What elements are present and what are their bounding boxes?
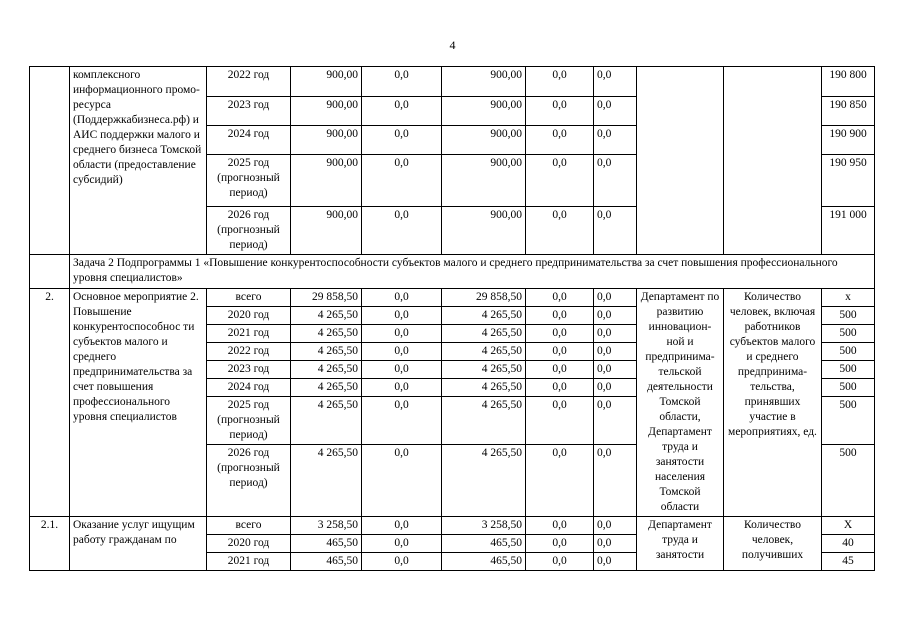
federal-cell: 0,0 — [362, 207, 442, 255]
activity-name-cell: комплексного информационного промо-ресурса (Поддержкабизнеса.рф) и АИС поддержки малого и среднего бизнеса Томской области (предоставление субсидий) — [70, 67, 207, 255]
total-cell: 4 265,50 — [291, 379, 362, 397]
extrabudget-cell: 0,0 — [594, 97, 637, 126]
regional-cell: 4 265,50 — [442, 445, 526, 517]
year-cell: всего — [207, 517, 291, 535]
year-cell: 2026 год (прогнозный период) — [207, 207, 291, 255]
extrabudget-cell: 0,0 — [594, 517, 637, 535]
target-cell: 500 — [822, 397, 875, 445]
federal-cell: 0,0 — [362, 343, 442, 361]
program-table — [29, 66, 875, 571]
table-row — [30, 67, 875, 97]
federal-cell: 0,0 — [362, 445, 442, 517]
num-cell: 2.1. — [30, 517, 70, 571]
extrabudget-cell: 0,0 — [594, 207, 637, 255]
federal-cell: 0,0 — [362, 535, 442, 553]
target-cell: 500 — [822, 325, 875, 343]
federal-cell: 0,0 — [362, 397, 442, 445]
regional-cell: 4 265,50 — [442, 379, 526, 397]
year-cell: 2024 год — [207, 379, 291, 397]
target-cell: 45 — [822, 553, 875, 571]
federal-cell: 0,0 — [362, 67, 442, 97]
local-cell: 0,0 — [526, 517, 594, 535]
task-title-cell: Задача 2 Подпрограммы 1 «Повышение конкурентоспособности субъектов малого и среднего предпринимательства за счет повышения профессионального уровня специалистов» — [70, 255, 875, 289]
federal-cell: 0,0 — [362, 325, 442, 343]
extrabudget-cell: 0,0 — [594, 155, 637, 207]
local-cell: 0,0 — [526, 325, 594, 343]
executor-cell — [637, 67, 724, 255]
regional-cell: 465,50 — [442, 535, 526, 553]
year-cell: 2021 год — [207, 553, 291, 571]
federal-cell: 0,0 — [362, 97, 442, 126]
regional-cell: 4 265,50 — [442, 307, 526, 325]
total-cell: 4 265,50 — [291, 325, 362, 343]
federal-cell: 0,0 — [362, 155, 442, 207]
local-cell: 0,0 — [526, 397, 594, 445]
regional-cell: 4 265,50 — [442, 343, 526, 361]
extrabudget-cell: 0,0 — [594, 361, 637, 379]
activity-name-cell: Основное мероприятие 2. Повышение конкурентоспособнос ти субъектов малого и среднего предпринимательства за счет повышения профессионального уровня специалистов — [70, 289, 207, 517]
target-cell: 500 — [822, 343, 875, 361]
year-cell: всего — [207, 289, 291, 307]
extrabudget-cell: 0,0 — [594, 325, 637, 343]
local-cell: 0,0 — [526, 97, 594, 126]
num-cell — [30, 67, 70, 255]
extrabudget-cell: 0,0 — [594, 307, 637, 325]
total-cell: 900,00 — [291, 67, 362, 97]
local-cell: 0,0 — [526, 445, 594, 517]
total-cell: 465,50 — [291, 553, 362, 571]
year-cell: 2026 год (прогнозный период) — [207, 445, 291, 517]
target-cell: 500 — [822, 361, 875, 379]
year-cell: 2025 год (прогнозный период) — [207, 397, 291, 445]
total-cell: 900,00 — [291, 207, 362, 255]
executor-cell: Департамент по развитию инновацион-ной и предпринима-тельской деятельности Томской области, Департамент труда и занятости населения Томской области — [637, 289, 724, 517]
target-cell: 190 950 — [822, 155, 875, 207]
local-cell: 0,0 — [526, 67, 594, 97]
executor-cell: Департамент труда и занятости — [637, 517, 724, 571]
target-cell: 500 — [822, 379, 875, 397]
extrabudget-cell: 0,0 — [594, 289, 637, 307]
regional-cell: 3 258,50 — [442, 517, 526, 535]
year-cell: 2022 год — [207, 343, 291, 361]
local-cell: 0,0 — [526, 553, 594, 571]
extrabudget-cell: 0,0 — [594, 67, 637, 97]
num-cell: 2. — [30, 289, 70, 517]
total-cell: 4 265,50 — [291, 445, 362, 517]
local-cell: 0,0 — [526, 289, 594, 307]
extrabudget-cell: 0,0 — [594, 343, 637, 361]
federal-cell: 0,0 — [362, 517, 442, 535]
num-cell — [30, 255, 70, 289]
total-cell: 465,50 — [291, 535, 362, 553]
federal-cell: 0,0 — [362, 126, 442, 155]
total-cell: 900,00 — [291, 97, 362, 126]
page-number: 4 — [449, 38, 456, 52]
table-row — [30, 517, 875, 535]
target-cell: 40 — [822, 535, 875, 553]
total-cell: 4 265,50 — [291, 361, 362, 379]
target-cell: 190 850 — [822, 97, 875, 126]
extrabudget-cell: 0,0 — [594, 397, 637, 445]
federal-cell: 0,0 — [362, 361, 442, 379]
table-row — [30, 289, 875, 307]
target-cell: 500 — [822, 307, 875, 325]
activity-name-cell: Оказание услуг ищущим работу гражданам по — [70, 517, 207, 571]
regional-cell: 4 265,50 — [442, 397, 526, 445]
year-cell: 2021 год — [207, 325, 291, 343]
indicator-cell: Количество человек, включая работников субъектов малого и среднего предпринима-тельства, принявших участие в мероприятиях, ед. — [724, 289, 822, 517]
regional-cell: 900,00 — [442, 155, 526, 207]
target-cell: 190 800 — [822, 67, 875, 97]
total-cell: 900,00 — [291, 155, 362, 207]
regional-cell: 900,00 — [442, 97, 526, 126]
total-cell: 900,00 — [291, 126, 362, 155]
regional-cell: 900,00 — [442, 67, 526, 97]
year-cell: 2020 год — [207, 307, 291, 325]
total-cell: 3 258,50 — [291, 517, 362, 535]
target-cell: x — [822, 289, 875, 307]
extrabudget-cell: 0,0 — [594, 126, 637, 155]
local-cell: 0,0 — [526, 343, 594, 361]
task-row — [30, 255, 875, 289]
indicator-cell — [724, 67, 822, 255]
extrabudget-cell: 0,0 — [594, 535, 637, 553]
local-cell: 0,0 — [526, 207, 594, 255]
regional-cell: 4 265,50 — [442, 361, 526, 379]
year-cell: 2020 год — [207, 535, 291, 553]
federal-cell: 0,0 — [362, 553, 442, 571]
local-cell: 0,0 — [526, 155, 594, 207]
target-cell: 191 000 — [822, 207, 875, 255]
indicator-cell: Количество человек, получивших — [724, 517, 822, 571]
regional-cell: 29 858,50 — [442, 289, 526, 307]
year-cell: 2025 год (прогнозный период) — [207, 155, 291, 207]
regional-cell: 465,50 — [442, 553, 526, 571]
year-cell: 2024 год — [207, 126, 291, 155]
federal-cell: 0,0 — [362, 379, 442, 397]
target-cell: 500 — [822, 445, 875, 517]
total-cell: 4 265,50 — [291, 307, 362, 325]
local-cell: 0,0 — [526, 307, 594, 325]
local-cell: 0,0 — [526, 379, 594, 397]
total-cell: 4 265,50 — [291, 397, 362, 445]
year-cell: 2023 год — [207, 97, 291, 126]
target-cell: X — [822, 517, 875, 535]
total-cell: 29 858,50 — [291, 289, 362, 307]
total-cell: 4 265,50 — [291, 343, 362, 361]
extrabudget-cell: 0,0 — [594, 379, 637, 397]
extrabudget-cell: 0,0 — [594, 553, 637, 571]
local-cell: 0,0 — [526, 535, 594, 553]
year-cell: 2022 год — [207, 67, 291, 97]
year-cell: 2023 год — [207, 361, 291, 379]
target-cell: 190 900 — [822, 126, 875, 155]
regional-cell: 4 265,50 — [442, 325, 526, 343]
regional-cell: 900,00 — [442, 207, 526, 255]
local-cell: 0,0 — [526, 126, 594, 155]
extrabudget-cell: 0,0 — [594, 445, 637, 517]
federal-cell: 0,0 — [362, 307, 442, 325]
local-cell: 0,0 — [526, 361, 594, 379]
regional-cell: 900,00 — [442, 126, 526, 155]
federal-cell: 0,0 — [362, 289, 442, 307]
